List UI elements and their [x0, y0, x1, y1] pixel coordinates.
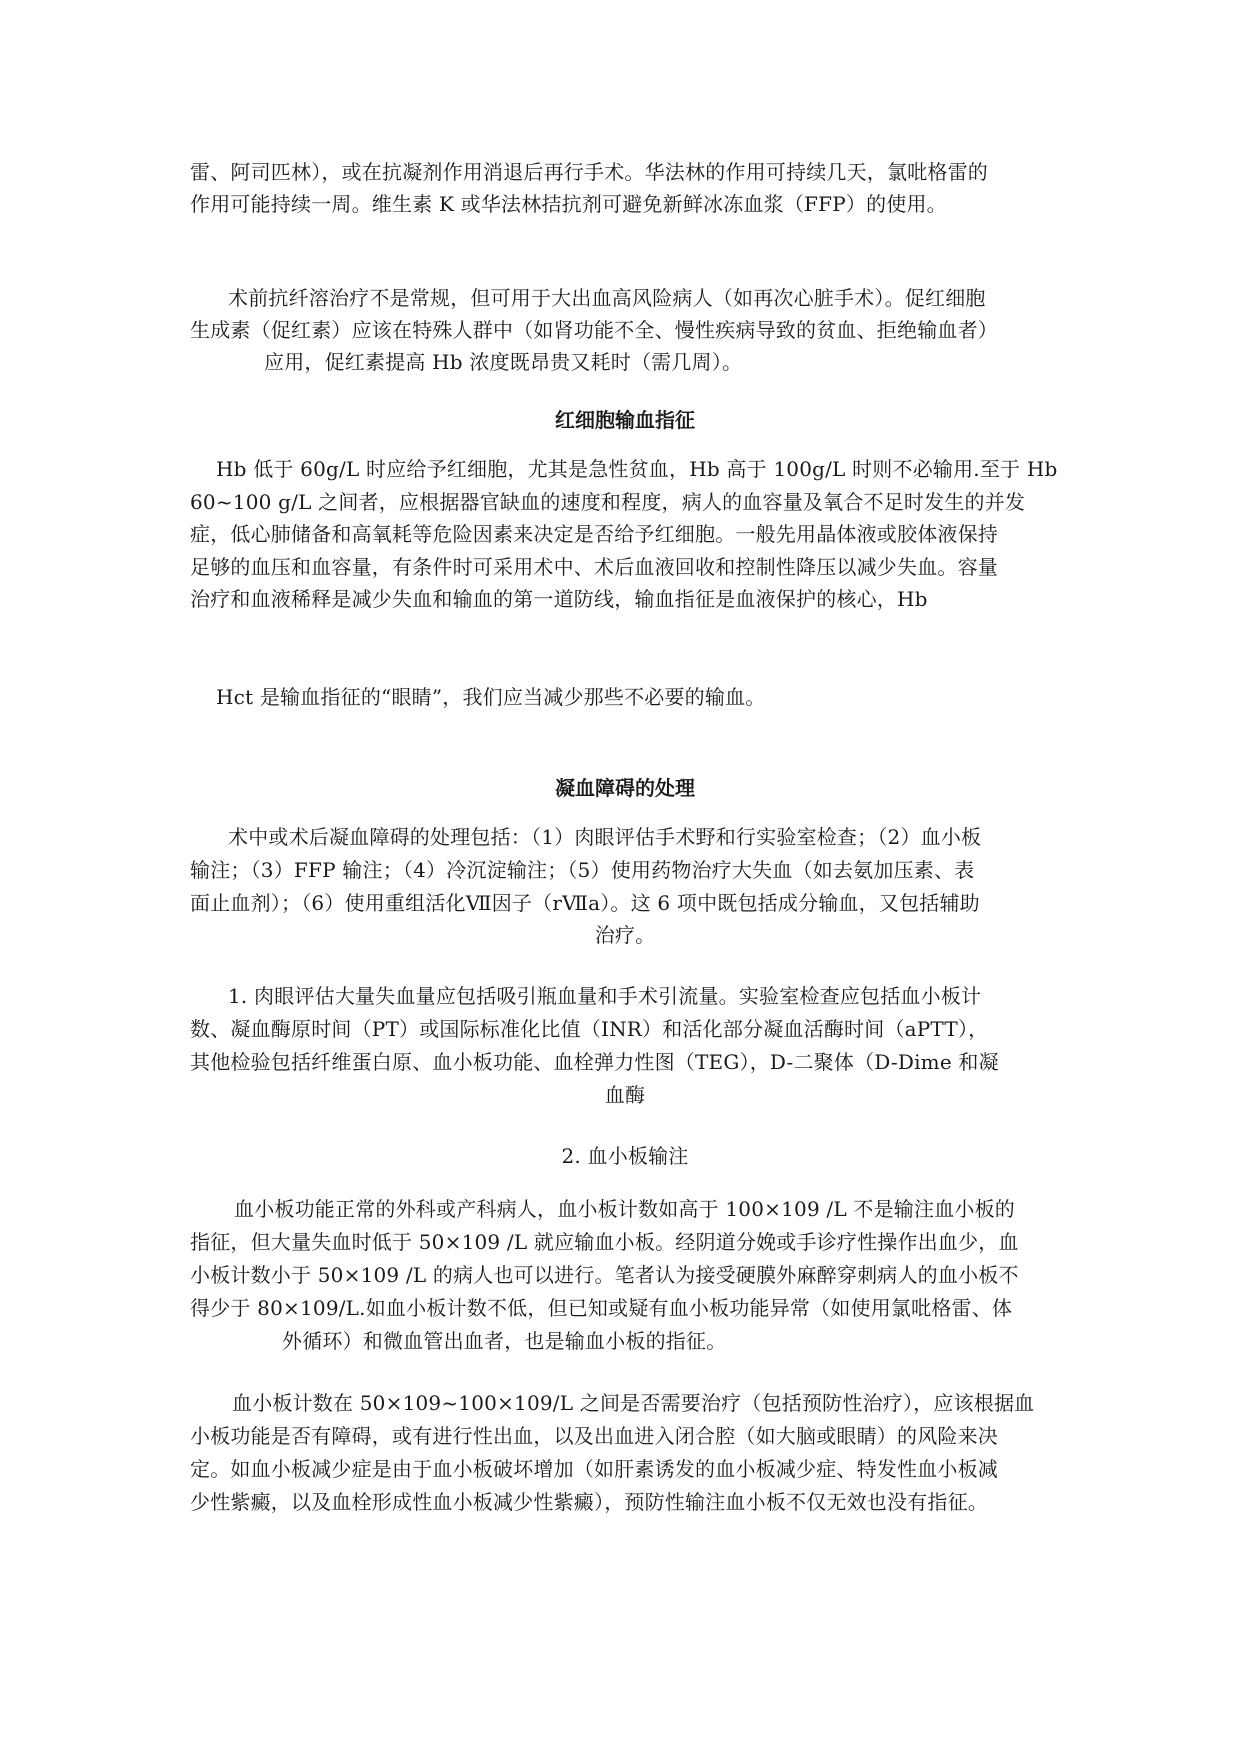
- paragraph-7-line-3: 小板计数小于 50×109 /L 的病人也可以进行。笔者认为接受硬膜外麻醉穿刺病人的血小板不: [190, 1263, 1019, 1287]
- paragraph-3-line-3: 症，低心肺储备和高氧耗等危险因素来决定是否给予红细胞。一般先用晶体液或胶体液保持: [190, 522, 998, 546]
- list-item-platelet-transfusion: 2. 血小板输注: [561, 1144, 689, 1168]
- paragraph-8-line-2: 小板功能是否有障碍，或有进行性出血，以及出血进入闭合腔（如大脑或眼睛）的风险来决: [190, 1424, 998, 1448]
- paragraph-8-line-1: 血小板计数在 50×109~100×109/L 之间是否需要治疗（包括预防性治疗），应该根据血: [232, 1391, 1035, 1415]
- paragraph-5-line-4: 治疗。: [594, 923, 656, 947]
- paragraph-7-line-2: 指征，但大量失血时低于 50×109 /L 就应输血小板。经阴道分娩或手诊疗性操作出血少，血: [190, 1230, 1019, 1254]
- paragraph-1-line-2: 作用可能持续一周。维生素 K 或华法林拮抗剂可避免新鲜冰冻血浆（FFP）的使用。: [190, 192, 947, 216]
- paragraph-7-line-4: 得少于 80×109/L.如血小板计数不低，但已知或疑有血小板功能异常（如使用氯吡格雷、体: [190, 1296, 1013, 1320]
- paragraph-5-line-2: 输注；（3）FFP 输注；（4）冷沉淀输注；（5）使用药物治疗大失血（如去氨加压素、表: [190, 858, 975, 882]
- paragraph-6-line-4: 血酶: [604, 1083, 646, 1107]
- section-heading-coagulopathy: 凝血障碍的处理: [555, 776, 695, 800]
- paragraph-2-line-2: 生成素（促红素）应该在特殊人群中（如肾功能不全、慢性疾病导致的贫血、拒绝输血者）: [190, 318, 998, 342]
- paragraph-3-line-4: 足够的血压和血容量，有条件时可采用术中、术后血液回收和控制性降压以减少失血。容量: [190, 555, 998, 579]
- paragraph-5-line-1: 术中或术后凝血障碍的处理包括：（1）肉眼评估手术野和行实验室检查；（2）血小板: [228, 825, 982, 849]
- paragraph-8-line-3: 定。如血小板减少症是由于血小板破坏增加（如肝素诱发的血小板减少症、特发性血小板减: [190, 1457, 998, 1481]
- section-heading-rbc-transfusion: 红细胞输血指征: [555, 408, 695, 432]
- paragraph-2-line-1: 术前抗纤溶治疗不是常规，但可用于大出血高风险病人（如再次心脏手术）。促红细胞: [228, 286, 986, 310]
- paragraph-3-line-2: 60~100 g/L 之间者，应根据器官缺血的速度和程度，病人的血容量及氧合不足时发生的并发: [190, 490, 1026, 514]
- paragraph-7-line-1: 血小板功能正常的外科或产科病人，血小板计数如高于 100×109 /L 不是输注血小板的: [234, 1197, 1015, 1221]
- paragraph-5-line-3: 面止血剂）；（6）使用重组活化Ⅶ因子（rⅦa）。这 6 项中既包括成分输血，又包括辅助: [190, 891, 980, 915]
- paragraph-8-line-4: 少性紫癜，以及血栓形成性血小板减少性紫癜），预防性输注血小板不仅无效也没有指征。: [190, 1490, 988, 1514]
- paragraph-6-line-1: 1. 肉眼评估大量失血量应包括吸引瓶血量和手术引流量。实验室检查应包括血小板计: [228, 984, 982, 1008]
- paragraph-4: Hct 是输血指征的“眼睛”，我们应当减少那些不必要的输血。: [216, 685, 766, 709]
- paragraph-3-line-1: Hb 低于 60g/L 时应给予红细胞，尤其是急性贫血，Hb 高于 100g/L 时则不必输用.至于 Hb: [216, 457, 1058, 481]
- paragraph-1-line-1: 雷、阿司匹林），或在抗凝剂作用消退后再行手术。华法林的作用可持续几天，氯吡格雷的: [190, 160, 988, 184]
- paragraph-6-line-2: 数、凝血酶原时间（PT）或国际标准化比值（INR）和活化部分凝血活酶时间（aPTT），: [190, 1017, 989, 1041]
- paragraph-3-line-5: 治疗和血液稀释是减少失血和输血的第一道防线，输血指征是血液保护的核心，Hb: [190, 587, 928, 611]
- paragraph-7-line-5: 外循环）和微血管出血者，也是输血小板的指征。: [282, 1329, 727, 1353]
- paragraph-6-line-3: 其他检验包括纤维蛋白原、血小板功能、血栓弹力性图（TEG），D-二聚体（D-Dime 和凝: [190, 1050, 999, 1074]
- paragraph-2-line-3: 应用，促红素提高 Hb 浓度既昂贵又耗时（需几周）。: [264, 350, 743, 374]
